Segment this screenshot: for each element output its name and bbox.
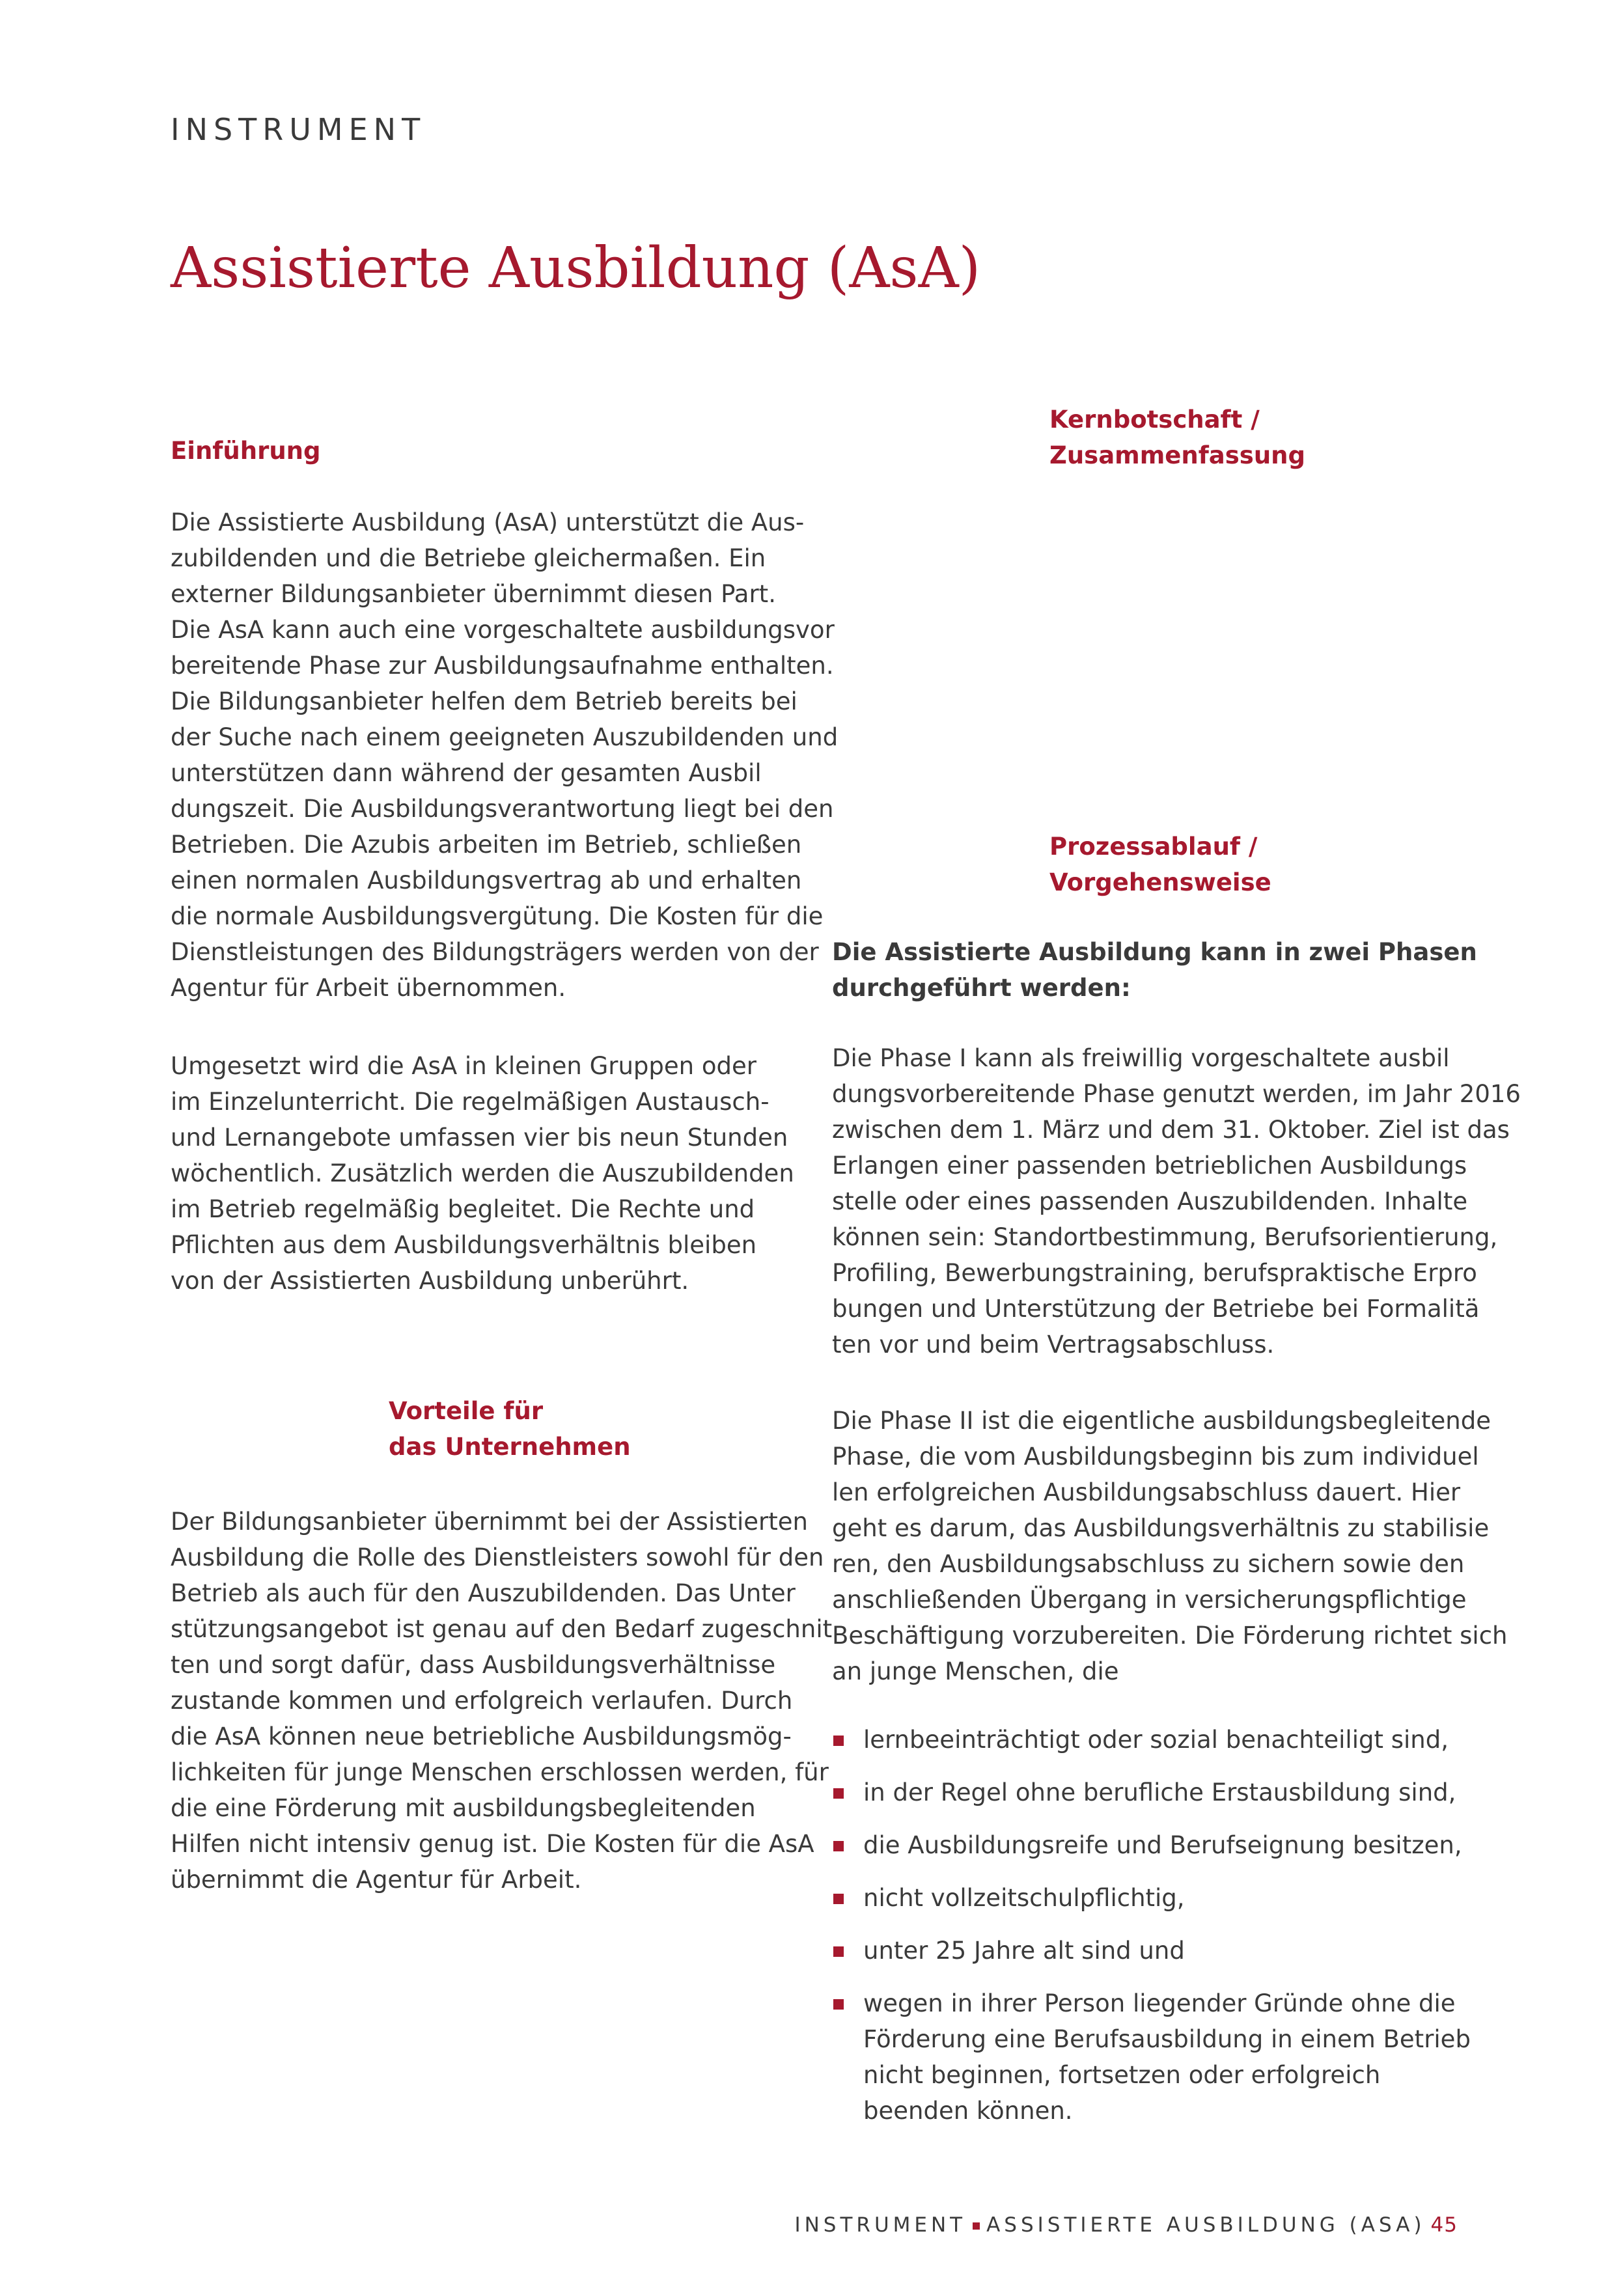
text-line: ten vor und beim Vertragsabschluss. xyxy=(832,1331,1275,1359)
benefits-heading-line-2: das Unternehmen xyxy=(389,1433,631,1461)
footer-section: INSTRUMENT xyxy=(794,2213,967,2237)
text-line: dungsvorbereitende Phase genutzt werden, im Jahr 2016 xyxy=(832,1080,1521,1108)
list-item: lernbeeinträchtigt oder sozial benachteiligt sind, xyxy=(832,1722,1477,1758)
text-line: Phase, die vom Ausbildungsbeginn bis zum individuel xyxy=(832,1443,1479,1471)
text-line: Die Bildungsanbieter helfen dem Betrieb bereits bei xyxy=(171,687,798,715)
benefits-heading xyxy=(389,1393,631,1465)
list-item: die Ausbildungsreife und Berufseignung besitzen, xyxy=(832,1827,1477,1863)
intro-paragraph xyxy=(171,505,838,1006)
text-line: Hilfen nicht intensiv genug ist. Die Kosten für die AsA xyxy=(171,1830,814,1858)
text-line: die AsA können neue betriebliche Ausbildungsmög- xyxy=(171,1722,792,1750)
text-line: Erlangen einer passenden betrieblichen Ausbildungs xyxy=(832,1152,1467,1180)
square-separator-icon xyxy=(973,2222,980,2230)
page-footer xyxy=(794,2213,1458,2237)
text-line: zwischen dem 1. März und dem 31. Oktober. Ziel ist das xyxy=(832,1116,1510,1144)
process-heading-line-1: Prozessablauf / xyxy=(1049,833,1258,861)
text-line: an junge Menschen, die xyxy=(832,1657,1119,1685)
square-bullet-icon xyxy=(833,1736,844,1746)
text-line: übernimmt die Agentur für Arbeit. xyxy=(171,1866,582,1894)
phase1-paragraph xyxy=(832,1040,1521,1362)
text-line: geht es darum, das Ausbildungsverhältnis zu stabilisie xyxy=(832,1514,1490,1542)
text-line: können sein: Standortbestimmung, Berufsorientierung, xyxy=(832,1223,1498,1251)
phases-intro xyxy=(832,934,1477,1006)
square-bullet-icon xyxy=(833,1894,844,1904)
section-kicker: INSTRUMENT xyxy=(171,112,426,147)
text-line: und Lernangebote umfassen vier bis neun Stunden xyxy=(171,1124,788,1152)
text-line: stützungsangebot ist genau auf den Bedarf zugeschnit xyxy=(171,1615,833,1643)
page-title: Assistierte Ausbildung (AsA) xyxy=(171,236,981,301)
text-line: Die Phase II ist die eigentliche ausbildungsbegleitende xyxy=(832,1407,1491,1435)
text-line: lichkeiten für junge Menschen erschlossen werden, für xyxy=(171,1758,829,1786)
text-line: im Betrieb regelmäßig begleitet. Die Rechte und xyxy=(171,1195,755,1223)
footer-title: ASSISTIERTE AUSBILDUNG (ASA) xyxy=(986,2213,1426,2237)
square-bullet-icon xyxy=(833,1946,844,1957)
text-line: Betrieben. Die Azubis arbeiten im Betrieb, schließen xyxy=(171,831,802,859)
groups-paragraph xyxy=(171,1048,794,1299)
list-item: unter 25 Jahre alt sind und xyxy=(832,1933,1477,1969)
text-line: externer Bildungsanbieter übernimmt diesen Part. xyxy=(171,580,776,608)
phases-intro-line-1: Die Assistierte Ausbildung kann in zwei Phasen xyxy=(832,938,1477,966)
summary-heading-line-2: Zusammenfassung xyxy=(1049,441,1305,469)
text-line: Die AsA kann auch eine vorgeschaltete ausbildungsvor xyxy=(171,616,835,644)
text-line: Pflichten aus dem Ausbildungsverhältnis bleiben xyxy=(171,1231,757,1259)
text-line: Beschäftigung vorzubereiten. Die Förderung richtet sich xyxy=(832,1622,1508,1650)
text-line: zubildenden und die Betriebe gleichermaßen. Ein xyxy=(171,544,766,572)
text-line: Die Assistierte Ausbildung (AsA) unterstützt die Aus- xyxy=(171,508,805,536)
text-line: der Suche nach einem geeigneten Auszubildenden und xyxy=(171,723,839,751)
text-line: Dienstleistungen des Bildungsträgers werden von der xyxy=(171,938,819,966)
text-line: Ausbildung die Rolle des Dienstleisters sowohl für den xyxy=(171,1543,824,1571)
text-line: wöchentlich. Zusätzlich werden die Auszubildenden xyxy=(171,1159,794,1187)
text-line: dungszeit. Die Ausbildungsverantwortung liegt bei den xyxy=(171,795,834,823)
text-line: einen normalen Ausbildungsvertrag ab und erhalten xyxy=(171,866,802,894)
square-bullet-icon xyxy=(833,1841,844,1851)
page-number: 45 xyxy=(1430,2213,1458,2237)
text-line: unterstützen dann während der gesamten Ausbil xyxy=(171,759,762,787)
text-line: stelle oder eines passenden Auszubildenden. Inhalte xyxy=(832,1187,1468,1215)
text-line: die eine Förderung mit ausbildungsbegleitenden xyxy=(171,1794,756,1822)
process-heading-line-2: Vorgehensweise xyxy=(1049,868,1271,896)
text-line: bungen und Unterstützung der Betriebe bei Formalitä xyxy=(832,1295,1480,1323)
phases-intro-line-2: durchgeführt werden: xyxy=(832,974,1131,1002)
benefits-heading-line-1: Vorteile für xyxy=(389,1397,544,1425)
list-item: in der Regel ohne berufliche Erstausbildung sind, xyxy=(832,1775,1477,1810)
text-line: ren, den Ausbildungsabschluss zu sichern sowie den xyxy=(832,1550,1465,1578)
text-line: Umgesetzt wird die AsA in kleinen Gruppen oder xyxy=(171,1052,756,1080)
summary-heading-line-1: Kernbotschaft / xyxy=(1049,406,1260,434)
text-line: Betrieb als auch für den Auszubildenden. Das Unter xyxy=(171,1579,796,1607)
intro-heading: Einführung xyxy=(171,437,321,465)
square-bullet-icon xyxy=(833,1788,844,1799)
text-line: Agentur für Arbeit übernommen. xyxy=(171,974,566,1002)
summary-heading xyxy=(1049,402,1305,473)
text-line: len erfolgreichen Ausbildungsabschluss dauert. Hier xyxy=(832,1478,1461,1506)
text-line: von der Assistierten Ausbildung unberührt. xyxy=(171,1267,689,1295)
list-item: wegen in ihrer Person liegender Gründe ohne die Förderung eine Berufsausbildung in einem Betrieb nicht beginnen, fortsetzen oder erfolgreich beenden können. xyxy=(832,1985,1477,2129)
text-line: die normale Ausbildungsvergütung. Die Kosten für die xyxy=(171,902,824,930)
square-bullet-icon xyxy=(833,1999,844,2010)
text-line: Profiling, Bewerbungstraining, berufspraktische Erpro xyxy=(832,1259,1477,1287)
text-line: Der Bildungsanbieter übernimmt bei der Assistierten xyxy=(171,1508,808,1536)
benefits-paragraph xyxy=(171,1504,832,1898)
text-line: bereitende Phase zur Ausbildungsaufnahme enthalten. xyxy=(171,652,834,680)
eligibility-list xyxy=(832,1722,1477,2146)
text-line: zustande kommen und erfolgreich verlaufen. Durch xyxy=(171,1687,793,1715)
text-line: Die Phase I kann als freiwillig vorgeschaltete ausbil xyxy=(832,1044,1450,1072)
process-heading xyxy=(1049,829,1271,900)
text-line: ten und sorgt dafür, dass Ausbildungsverhältnisse xyxy=(171,1651,776,1679)
list-item: nicht vollzeitschulpflichtig, xyxy=(832,1880,1477,1916)
phase2-paragraph xyxy=(832,1403,1507,1689)
text-line: anschließenden Übergang in versicherungspflichtige xyxy=(832,1586,1467,1614)
text-line: im Einzelunterricht. Die regelmäßigen Austausch- xyxy=(171,1088,770,1116)
